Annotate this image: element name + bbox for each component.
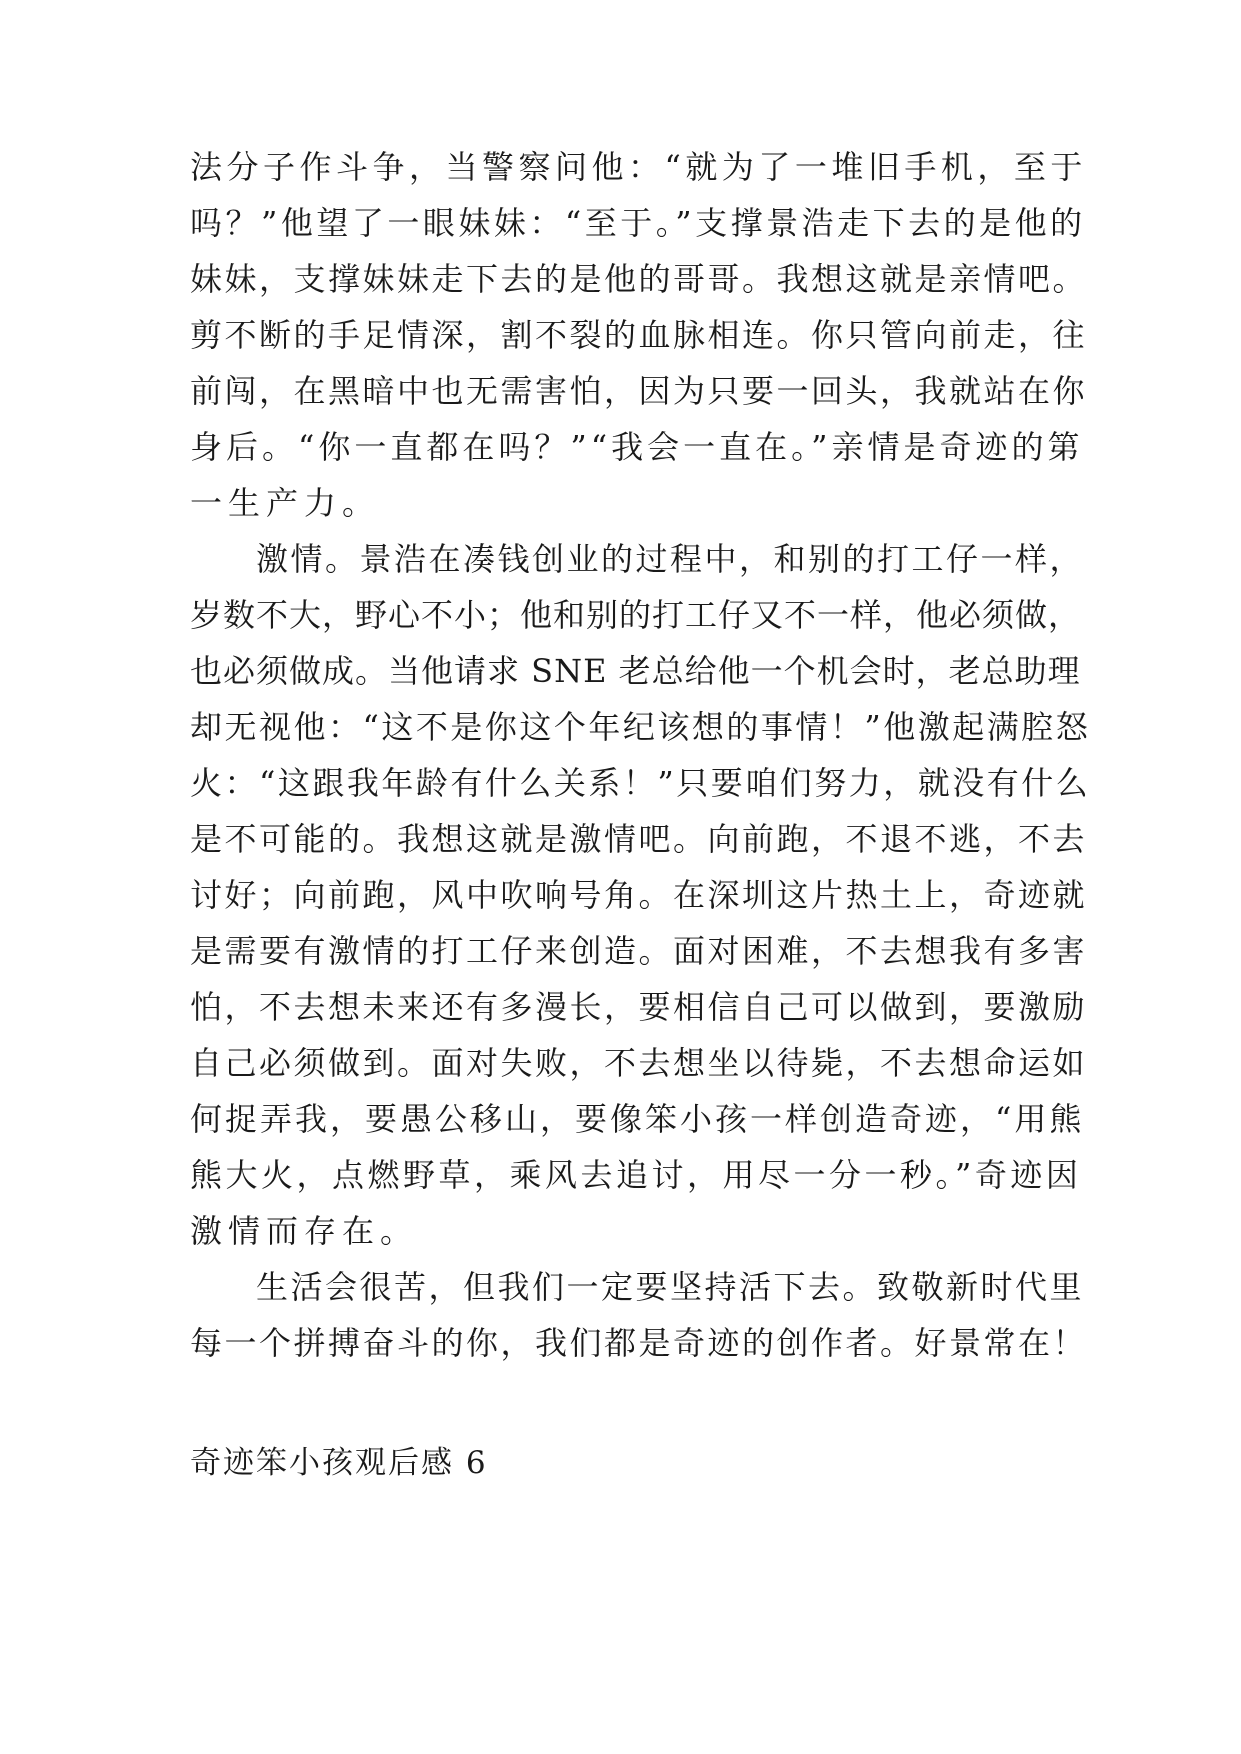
paragraph-line: 每一个拼搏奋斗的你，我们都是奇迹的创作者。好景常在！ bbox=[190, 1324, 1088, 1362]
paragraph-line: 也必须做成。当他请求 SNE 老总给他一个机会时，老总助理 bbox=[190, 652, 1081, 690]
paragraph-line: 身后。“你一直都在吗？”“我会一直在。”亲情是奇迹的第 bbox=[190, 428, 1084, 466]
paragraph-line: 讨好；向前跑，风中吹响号角。在深圳这片热土上，奇迹就 bbox=[190, 876, 1088, 914]
paragraph-line: 法分子作斗争，当警察问他：“就为了一堆旧手机，至于 bbox=[190, 148, 1087, 186]
paragraph-line: 前闯，在黑暗中也无需害怕，因为只要一回头，我就站在你 bbox=[190, 372, 1088, 410]
section-heading: 奇迹笨小孩观后感 6 bbox=[190, 1445, 488, 1481]
paragraph-line: 熊大火，点燃野草，乘风去追讨，用尽一分一秒。”奇迹因 bbox=[190, 1156, 1082, 1194]
paragraph-line: 剪不断的手足情深，割不裂的血脉相连。你只管向前走，往 bbox=[190, 316, 1088, 354]
paragraph-line: 激情。景浩在凑钱创业的过程中，和别的打工仔一样， bbox=[256, 540, 1085, 578]
paragraph-line: 妹妹，支撑妹妹走下去的是他的哥哥。我想这就是亲情吧。 bbox=[190, 260, 1088, 298]
paragraph-line: 却无视他：“这不是你这个年纪该想的事情！”他激起满腔怒 bbox=[190, 708, 1091, 746]
paragraph-line: 岁数不大，野心不小；他和别的打工仔又不一样，他必须做， bbox=[190, 596, 1082, 634]
paragraph-line: 自己必须做到。面对失败，不去想坐以待毙，不去想命运如 bbox=[190, 1044, 1088, 1082]
paragraph-line: 怕，不去想未来还有多漫长，要相信自己可以做到，要激励 bbox=[190, 988, 1088, 1026]
paragraph-line: 激情而存在。 bbox=[190, 1212, 419, 1250]
paragraph-line: 何捉弄我，要愚公移山，要像笨小孩一样创造奇迹，“用熊 bbox=[190, 1100, 1085, 1138]
paragraph-line: 是需要有激情的打工仔来创造。面对困难，不去想我有多害 bbox=[190, 932, 1088, 970]
paragraph-line: 一生产力。 bbox=[190, 484, 381, 522]
paragraph-line: 吗？”他望了一眼妹妹：“至于。”支撑景浩走下去的是他的 bbox=[190, 204, 1086, 242]
paragraph-line: 生活会很苦，但我们一定要坚持活下去。致敬新时代里 bbox=[256, 1268, 1085, 1306]
paragraph-line: 是不可能的。我想这就是激情吧。向前跑，不退不逃，不去 bbox=[190, 820, 1088, 858]
paragraph-line: 火：“这跟我年龄有什么关系！”只要咱们努力，就没有什么 bbox=[190, 764, 1091, 802]
